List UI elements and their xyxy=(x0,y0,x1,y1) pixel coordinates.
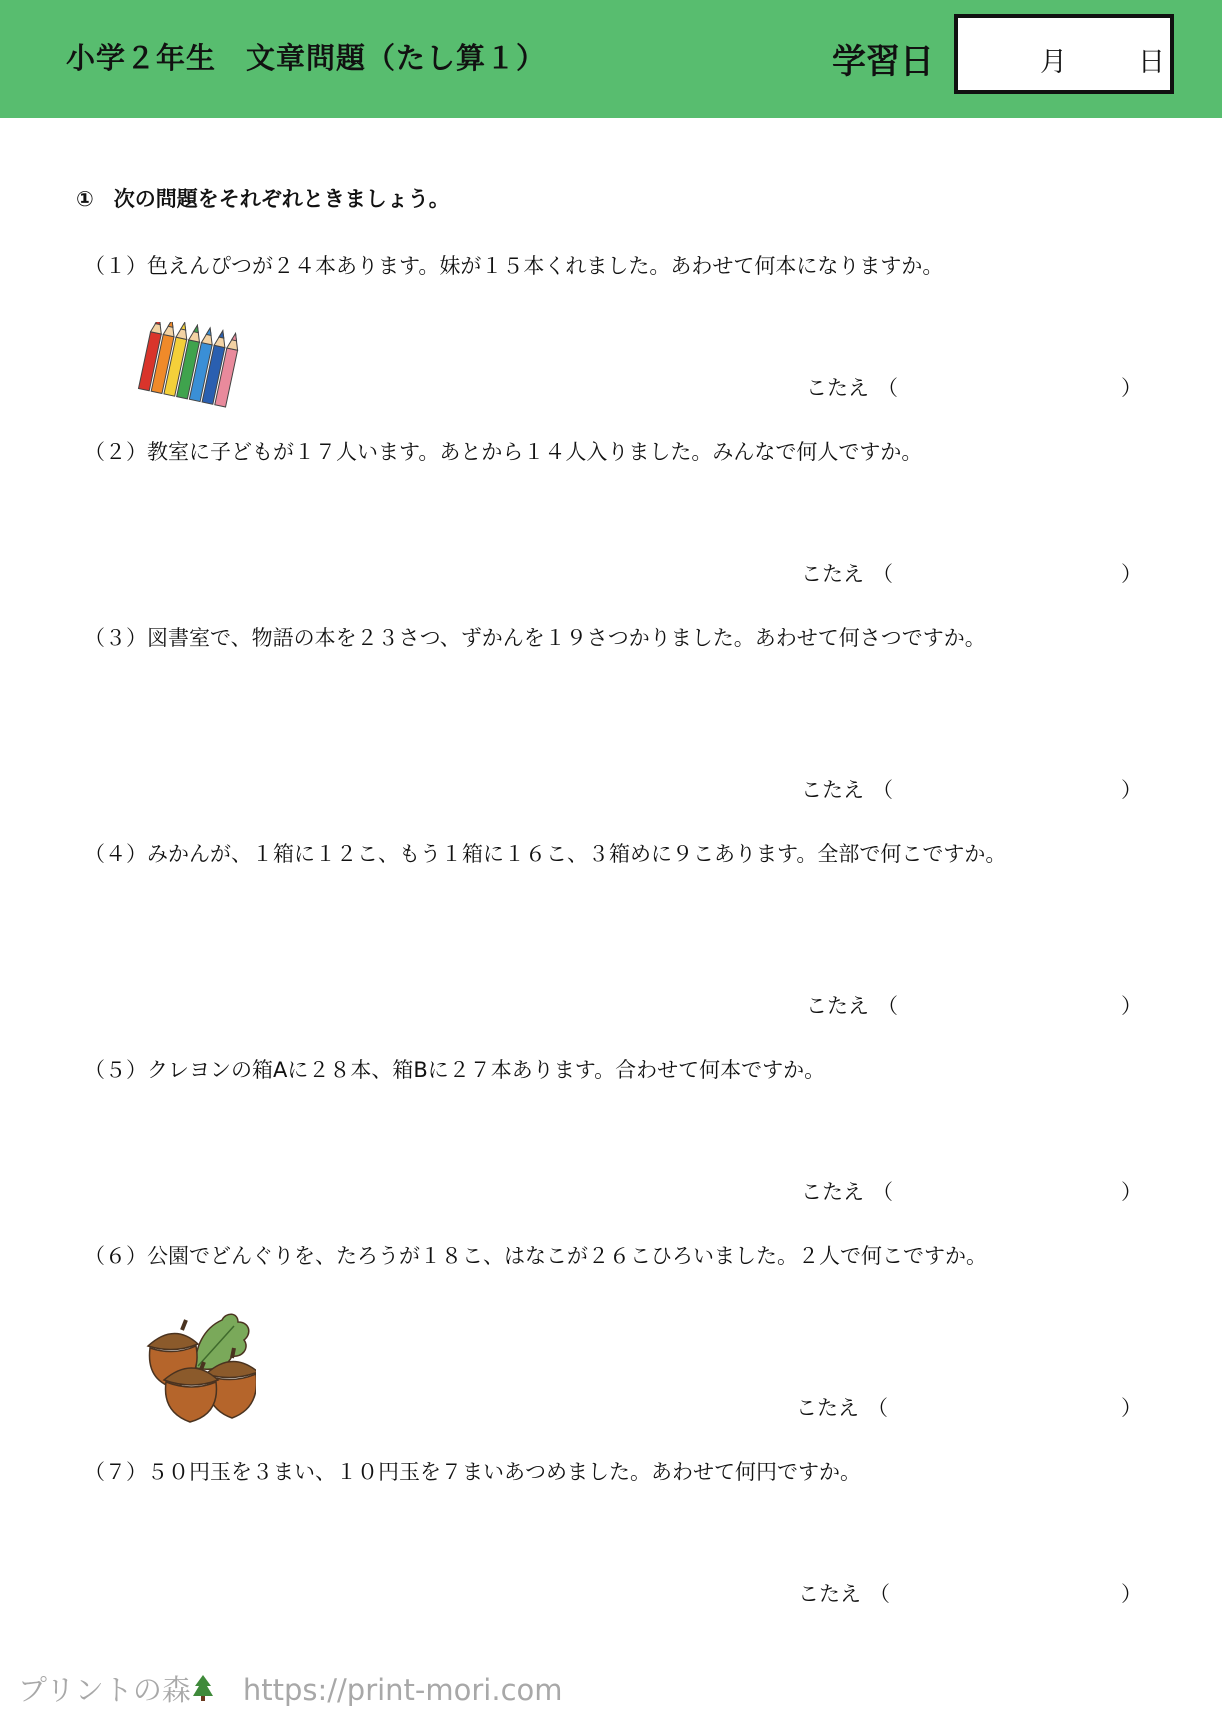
answer-5[interactable]: こたえ （ ） xyxy=(801,1180,1142,1204)
question-text: 教室に子どもが１７人います。あとから１４人入りました。みんなで何人ですか。 xyxy=(147,440,923,464)
instruction-text: 次の問題をそれぞれときましょう。 xyxy=(113,187,450,211)
answer-2[interactable]: こたえ （ ） xyxy=(801,562,1142,586)
question-text: ５０円玉を３まい、１０円玉を７まいあつめました。あわせて何円ですか。 xyxy=(147,1460,861,1484)
acorns-icon xyxy=(134,1308,256,1424)
answer-label: こたえ xyxy=(801,778,864,802)
site-url-link[interactable]: https://print-mori.com xyxy=(242,1673,563,1707)
answer-7[interactable]: こたえ （ ） xyxy=(798,1582,1142,1606)
tree-icon xyxy=(191,1674,215,1702)
question-label: （７） xyxy=(84,1460,147,1484)
question-label: （５） xyxy=(84,1058,147,1082)
question-text: 色えんぴつが２４本あります。妹が１５本くれました。あわせて何本になりますか。 xyxy=(147,254,944,278)
answer-label: こたえ xyxy=(798,1582,861,1606)
instruction xyxy=(76,183,450,213)
colored-pencils-icon xyxy=(136,322,256,414)
question-text: 公園でどんぐりを、たろうが１８こ、はなこが２６こひろいました。２人で何こですか。 xyxy=(147,1244,987,1268)
question-label: （３） xyxy=(84,626,147,650)
page-title: 小学２年生 文章問題（たし算１） xyxy=(66,41,547,75)
answer-label: こたえ xyxy=(801,562,864,586)
study-date-box[interactable] xyxy=(954,14,1174,94)
question-label: （１） xyxy=(84,254,147,278)
answer-label: こたえ xyxy=(806,994,869,1018)
answer-label: こたえ xyxy=(806,376,869,400)
day-label: 日 xyxy=(1138,47,1165,78)
question-text: みかんが、１箱に１２こ、もう１箱に１６こ、３箱めに９こあります。全部で何こですか。 xyxy=(147,842,1007,866)
section-number: ① xyxy=(76,187,94,211)
answer-6[interactable]: こたえ （ ） xyxy=(796,1396,1142,1420)
question-6 xyxy=(84,1240,987,1270)
question-4 xyxy=(84,838,1006,868)
header-bar xyxy=(0,0,1222,118)
question-label: （４） xyxy=(84,842,147,866)
question-2 xyxy=(84,436,922,466)
question-3 xyxy=(84,622,986,652)
question-7 xyxy=(84,1456,861,1486)
study-date-label: 学習日 xyxy=(832,42,934,82)
answer-label: こたえ xyxy=(801,1180,864,1204)
answer-4[interactable]: こたえ （ ） xyxy=(806,994,1142,1018)
question-text: クレヨンの箱Aに２８本、箱Bに２７本あります。合わせて何本ですか。 xyxy=(147,1058,826,1082)
answer-label: こたえ xyxy=(796,1396,859,1420)
question-1 xyxy=(84,250,943,280)
brand-name: プリントの森 xyxy=(18,1673,191,1707)
month-label: 月 xyxy=(1040,47,1067,78)
question-label: （２） xyxy=(84,440,147,464)
answer-1[interactable]: こたえ （ ） xyxy=(806,376,1142,400)
question-label: （６） xyxy=(84,1244,147,1268)
footer xyxy=(18,1668,563,1709)
question-5 xyxy=(84,1054,825,1084)
question-text: 図書室で、物語の本を２３さつ、ずかんを１９さつかりました。あわせて何さつですか。 xyxy=(147,626,986,650)
answer-3[interactable]: こたえ （ ） xyxy=(801,778,1142,802)
